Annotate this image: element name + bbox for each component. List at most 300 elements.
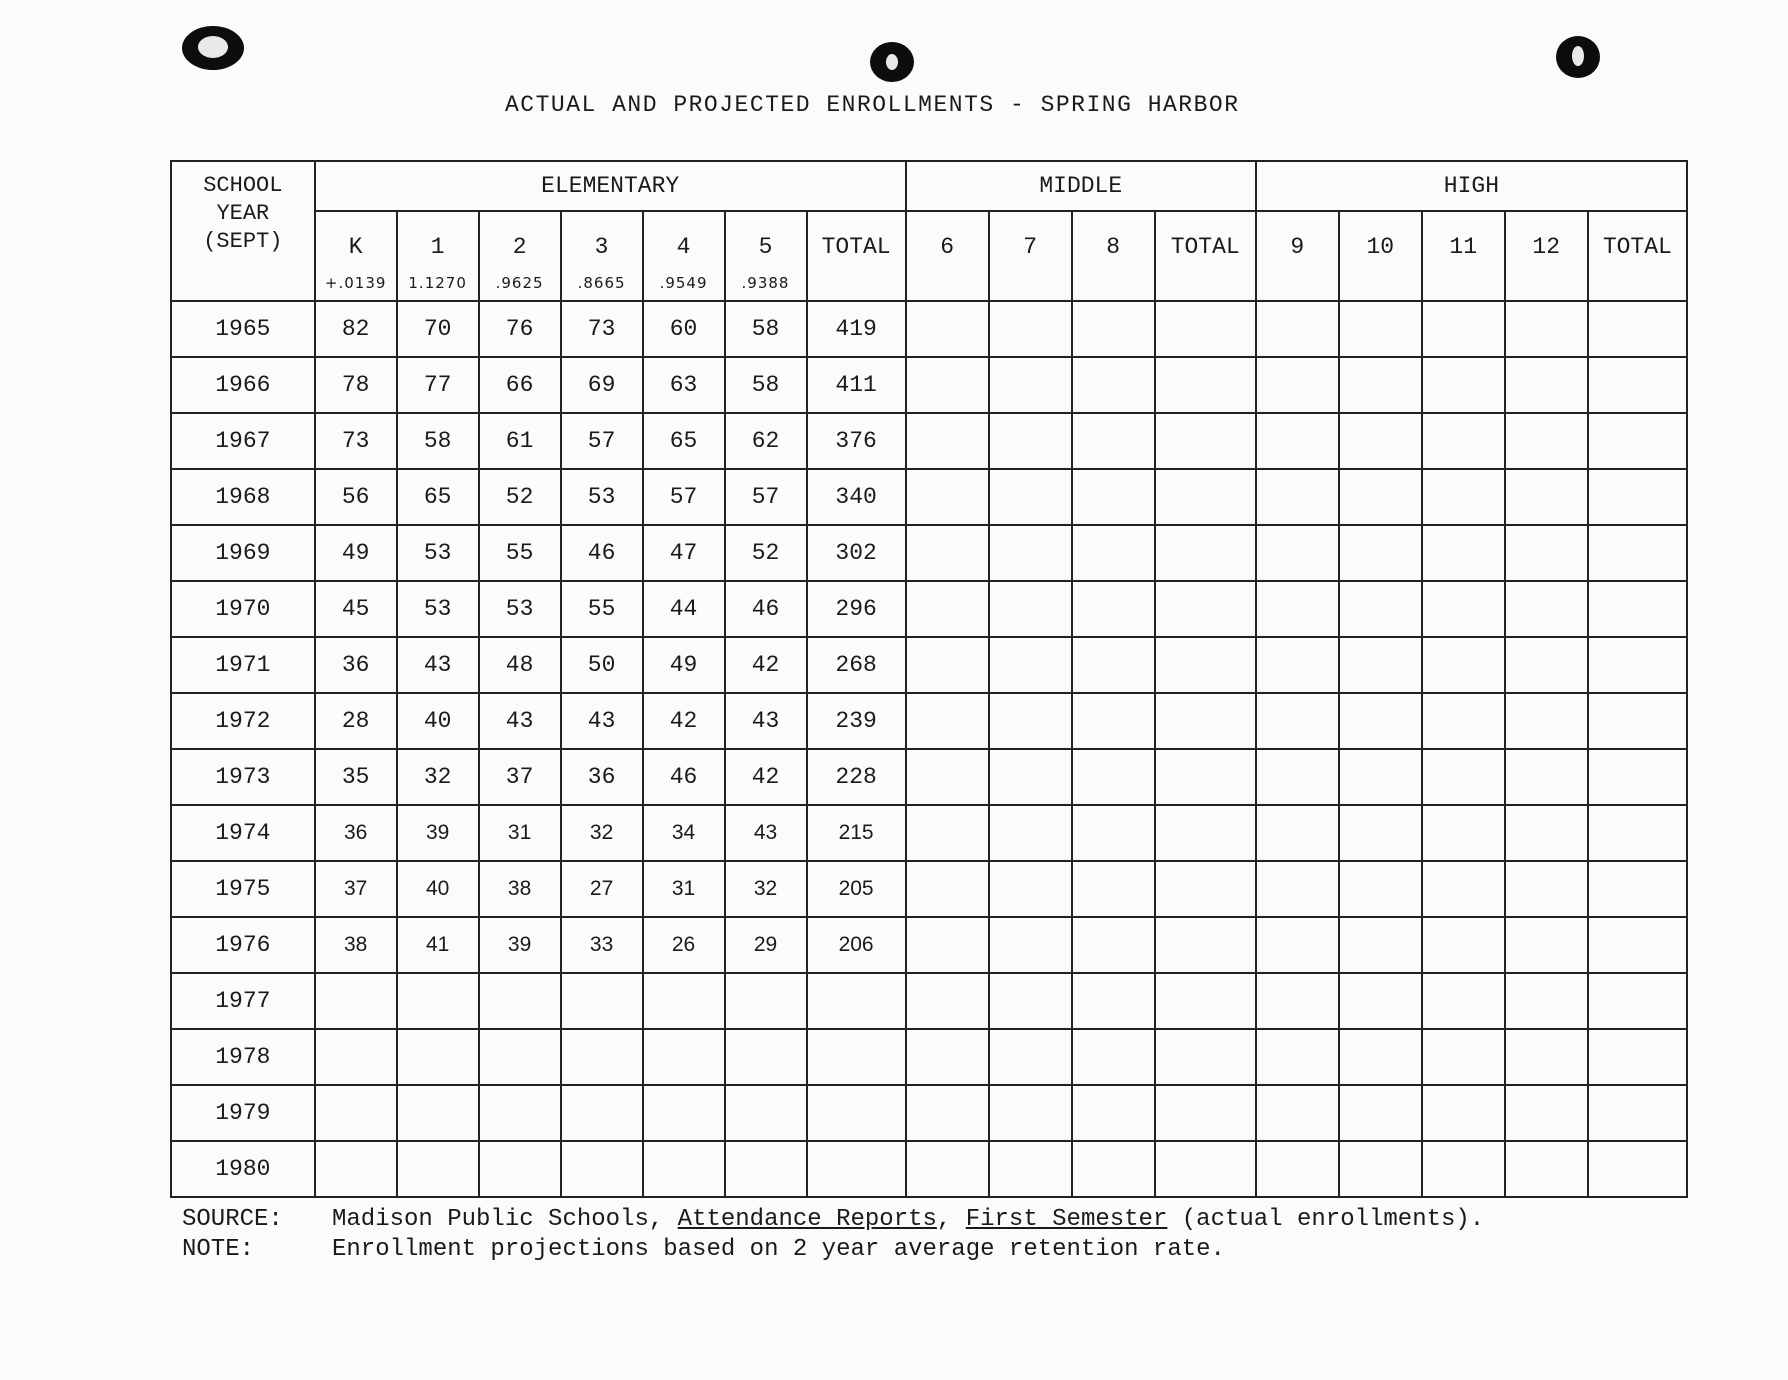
high-group-header: HIGH [1256, 161, 1687, 211]
punch-hole-center [870, 42, 914, 82]
school-year-cell: 1978 [171, 1029, 315, 1085]
high-grade-cell [1422, 973, 1505, 1029]
middle-grade-cell [1155, 1141, 1256, 1197]
elementary-grade-cell: 37 [479, 749, 561, 805]
school-year-cell: 1967 [171, 413, 315, 469]
elementary-grade-cell [561, 1141, 643, 1197]
table-row [171, 861, 1687, 917]
middle-col-header [1072, 211, 1155, 301]
elementary-grade-cell [397, 973, 479, 1029]
elementary-grade-cell: 28 [315, 693, 397, 749]
elementary-grade-cell: 53 [397, 525, 479, 581]
elementary-grade-cell: 36 [315, 805, 397, 861]
middle-grade-cell [1072, 581, 1155, 637]
elementary-grade-cell: 36 [561, 749, 643, 805]
high-grade-cell [1256, 637, 1339, 693]
retention-rate: +.0139 [324, 274, 387, 292]
elementary-total-cell: 302 [807, 525, 906, 581]
high-grade-cell [1256, 1141, 1339, 1197]
middle-grade-cell [906, 357, 989, 413]
school-year-cell: 1974 [171, 805, 315, 861]
high-grade-cell [1422, 413, 1505, 469]
elementary-grade-cell: 73 [315, 413, 397, 469]
elementary-col-header [315, 211, 397, 301]
elementary-grade-cell [561, 973, 643, 1029]
elementary-grade-cell: 57 [561, 413, 643, 469]
high-grade-cell [1505, 525, 1588, 581]
school-year-cell: 1971 [171, 637, 315, 693]
elementary-grade-cell: 49 [315, 525, 397, 581]
high-grade-cell [1339, 581, 1422, 637]
high-grade-cell [1588, 805, 1687, 861]
source-separator: , [936, 1206, 966, 1233]
school-year-cell: 1979 [171, 1085, 315, 1141]
grade-label: 11 [1449, 234, 1478, 260]
elementary-grade-cell [725, 1085, 807, 1141]
middle-col-header [989, 211, 1072, 301]
elementary-total-cell: 411 [807, 357, 906, 413]
elementary-grade-cell [397, 1029, 479, 1085]
elementary-grade-cell: 46 [643, 749, 725, 805]
grade-label: 9 [1290, 234, 1305, 260]
elementary-grade-cell: 55 [479, 525, 561, 581]
source-line [182, 1205, 1484, 1235]
table-row [171, 1029, 1687, 1085]
high-grade-cell [1339, 693, 1422, 749]
grade-label: 5 [758, 234, 773, 260]
high-grade-cell [1256, 581, 1339, 637]
high-grade-cell [1588, 693, 1687, 749]
middle-group-header: MIDDLE [906, 161, 1256, 211]
high-col-header [1256, 211, 1339, 301]
high-grade-cell [1588, 749, 1687, 805]
high-grade-cell [1256, 1085, 1339, 1141]
elementary-grade-cell [315, 1029, 397, 1085]
middle-grade-cell [1072, 413, 1155, 469]
high-grade-cell [1505, 917, 1588, 973]
middle-grade-cell [1072, 1085, 1155, 1141]
high-grade-cell [1422, 301, 1505, 357]
elementary-total-cell: 376 [807, 413, 906, 469]
middle-grade-cell [906, 861, 989, 917]
document-title: ACTUAL AND PROJECTED ENROLLMENTS - SPRING HARBOR [505, 92, 1240, 118]
middle-grade-cell [906, 581, 989, 637]
high-grade-cell [1339, 805, 1422, 861]
high-grade-cell [1256, 693, 1339, 749]
elementary-grade-cell: 40 [397, 693, 479, 749]
table-row [171, 469, 1687, 525]
high-grade-cell [1256, 973, 1339, 1029]
elementary-grade-cell: 63 [643, 357, 725, 413]
high-grade-cell [1505, 469, 1588, 525]
table-row [171, 1085, 1687, 1141]
elementary-total-cell: 419 [807, 301, 906, 357]
elementary-grade-cell [725, 1141, 807, 1197]
middle-grade-cell [989, 693, 1072, 749]
grade-label: 2 [512, 234, 527, 260]
high-grade-cell [1422, 1085, 1505, 1141]
middle-grade-cell [1155, 301, 1256, 357]
elementary-grade-cell: 58 [725, 301, 807, 357]
high-grade-cell [1422, 357, 1505, 413]
middle-grade-cell [989, 581, 1072, 637]
middle-grade-cell [989, 357, 1072, 413]
elementary-grade-cell: 43 [479, 693, 561, 749]
elementary-grade-cell: 46 [561, 525, 643, 581]
elementary-col-header [807, 211, 906, 301]
high-grade-cell [1422, 917, 1505, 973]
table-row [171, 1141, 1687, 1197]
high-grade-cell [1339, 973, 1422, 1029]
elementary-grade-cell [479, 1085, 561, 1141]
elementary-total-cell: 239 [807, 693, 906, 749]
elementary-grade-cell: 42 [725, 637, 807, 693]
middle-grade-cell [1155, 1085, 1256, 1141]
grade-label: 1 [430, 234, 445, 260]
elementary-grade-cell: 38 [315, 917, 397, 973]
high-grade-cell [1339, 525, 1422, 581]
high-grade-cell [1422, 693, 1505, 749]
source-text-end: (actual enrollments). [1167, 1206, 1485, 1233]
elementary-grade-cell: 43 [561, 693, 643, 749]
high-grade-cell [1422, 637, 1505, 693]
middle-grade-cell [989, 973, 1072, 1029]
elementary-total-cell [807, 1085, 906, 1141]
enrollment-table-container [170, 160, 1688, 1205]
elementary-grade-cell: 44 [643, 581, 725, 637]
middle-grade-cell [1072, 1029, 1155, 1085]
elementary-grade-cell: 37 [315, 861, 397, 917]
retention-rate: .9388 [741, 274, 790, 292]
high-grade-cell [1505, 861, 1588, 917]
high-grade-cell [1339, 1085, 1422, 1141]
grade-label: 10 [1366, 234, 1395, 260]
elementary-grade-cell [397, 1085, 479, 1141]
retention-rate: .9625 [495, 274, 544, 292]
elementary-grade-cell [561, 1085, 643, 1141]
elementary-total-cell [807, 973, 906, 1029]
middle-grade-cell [906, 1029, 989, 1085]
elementary-grade-cell: 27 [561, 861, 643, 917]
elementary-grade-cell: 39 [397, 805, 479, 861]
elementary-grade-cell: 56 [315, 469, 397, 525]
middle-grade-cell [1072, 693, 1155, 749]
middle-grade-cell [989, 1141, 1072, 1197]
elementary-col-header [561, 211, 643, 301]
high-grade-cell [1505, 693, 1588, 749]
elementary-col-header [643, 211, 725, 301]
elementary-grade-cell: 77 [397, 357, 479, 413]
grade-label: 4 [676, 234, 691, 260]
high-grade-cell [1256, 301, 1339, 357]
elementary-grade-cell: 34 [643, 805, 725, 861]
retention-rate: 1.1270 [408, 274, 467, 292]
high-grade-cell [1505, 805, 1588, 861]
high-grade-cell [1256, 469, 1339, 525]
high-grade-cell [1256, 357, 1339, 413]
high-grade-cell [1505, 581, 1588, 637]
middle-grade-cell [989, 1085, 1072, 1141]
high-grade-cell [1256, 525, 1339, 581]
elementary-grade-cell: 52 [725, 525, 807, 581]
school-year-cell: 1970 [171, 581, 315, 637]
elementary-grade-cell: 32 [397, 749, 479, 805]
high-grade-cell [1588, 1029, 1687, 1085]
elementary-grade-cell: 57 [725, 469, 807, 525]
note-text: Enrollment projections based on 2 year average retention rate. [332, 1236, 1225, 1263]
high-grade-cell [1505, 637, 1588, 693]
table-row [171, 581, 1687, 637]
middle-grade-cell [989, 301, 1072, 357]
elementary-grade-cell: 26 [643, 917, 725, 973]
middle-grade-cell [1155, 861, 1256, 917]
elementary-grade-cell [643, 1029, 725, 1085]
retention-rate: .9549 [659, 274, 708, 292]
elementary-grade-cell: 73 [561, 301, 643, 357]
middle-grade-cell [1072, 973, 1155, 1029]
middle-grade-cell [906, 749, 989, 805]
middle-grade-cell [1155, 357, 1256, 413]
school-year-cell: 1966 [171, 357, 315, 413]
middle-grade-cell [989, 861, 1072, 917]
high-grade-cell [1339, 917, 1422, 973]
elementary-grade-cell: 65 [397, 469, 479, 525]
high-grade-cell [1339, 861, 1422, 917]
elementary-grade-cell: 32 [561, 805, 643, 861]
middle-grade-cell [906, 917, 989, 973]
high-grade-cell [1588, 861, 1687, 917]
table-row [171, 525, 1687, 581]
elementary-grade-cell [479, 1141, 561, 1197]
middle-grade-cell [906, 469, 989, 525]
high-grade-cell [1422, 861, 1505, 917]
high-grade-cell [1588, 917, 1687, 973]
enrollment-table-body [171, 301, 1687, 1197]
middle-col-header [1155, 211, 1256, 301]
elementary-grade-cell: 36 [315, 637, 397, 693]
elementary-grade-cell [725, 973, 807, 1029]
elementary-grade-cell: 29 [725, 917, 807, 973]
elementary-grade-cell: 49 [643, 637, 725, 693]
high-grade-cell [1256, 861, 1339, 917]
school-year-cell: 1976 [171, 917, 315, 973]
source-first-semester: First Semester [965, 1206, 1168, 1233]
high-grade-cell [1588, 357, 1687, 413]
elementary-total-cell: 340 [807, 469, 906, 525]
elementary-grade-cell: 53 [479, 581, 561, 637]
middle-grade-cell [1155, 637, 1256, 693]
school-year-cell: 1968 [171, 469, 315, 525]
high-grade-cell [1505, 1085, 1588, 1141]
elementary-grade-cell [479, 1029, 561, 1085]
middle-grade-cell [1155, 469, 1256, 525]
elementary-total-cell: 205 [807, 861, 906, 917]
grade-header-row [171, 211, 1687, 301]
source-attendance-reports: Attendance Reports [677, 1206, 937, 1233]
high-grade-cell [1588, 525, 1687, 581]
grade-label: TOTAL [821, 234, 891, 260]
elementary-grade-cell: 53 [397, 581, 479, 637]
high-grade-cell [1505, 1029, 1588, 1085]
elementary-grade-cell: 42 [643, 693, 725, 749]
high-col-header [1422, 211, 1505, 301]
elementary-grade-cell [643, 973, 725, 1029]
middle-grade-cell [989, 637, 1072, 693]
elementary-grade-cell: 62 [725, 413, 807, 469]
high-grade-cell [1339, 637, 1422, 693]
elementary-grade-cell: 58 [725, 357, 807, 413]
elementary-total-cell [807, 1029, 906, 1085]
elementary-grade-cell [397, 1141, 479, 1197]
elementary-grade-cell: 43 [725, 693, 807, 749]
elementary-grade-cell: 31 [643, 861, 725, 917]
elementary-grade-cell [725, 1029, 807, 1085]
middle-grade-cell [989, 917, 1072, 973]
middle-grade-cell [989, 525, 1072, 581]
elementary-grade-cell: 52 [479, 469, 561, 525]
school-year-header-line3: (SEPT) [203, 229, 283, 254]
elementary-grade-cell: 57 [643, 469, 725, 525]
middle-grade-cell [1072, 301, 1155, 357]
elementary-total-cell [807, 1141, 906, 1197]
middle-grade-cell [1072, 749, 1155, 805]
grade-label: 3 [594, 234, 609, 260]
elementary-grade-cell: 39 [479, 917, 561, 973]
high-grade-cell [1339, 301, 1422, 357]
elementary-grade-cell: 42 [725, 749, 807, 805]
elementary-grade-cell: 31 [479, 805, 561, 861]
note-line [182, 1235, 1484, 1265]
school-year-cell: 1965 [171, 301, 315, 357]
middle-grade-cell [989, 749, 1072, 805]
high-grade-cell [1505, 357, 1588, 413]
grade-label: 7 [1023, 234, 1038, 260]
enrollment-table [170, 160, 1688, 1198]
middle-col-header [906, 211, 989, 301]
middle-grade-cell [1072, 637, 1155, 693]
elementary-grade-cell [315, 1085, 397, 1141]
elementary-total-cell: 215 [807, 805, 906, 861]
table-row [171, 749, 1687, 805]
high-grade-cell [1588, 973, 1687, 1029]
high-grade-cell [1588, 1085, 1687, 1141]
middle-grade-cell [1155, 805, 1256, 861]
elementary-grade-cell: 61 [479, 413, 561, 469]
table-row [171, 973, 1687, 1029]
school-year-header-line2: YEAR [216, 201, 270, 226]
elementary-group-header: ELEMENTARY [315, 161, 906, 211]
middle-grade-cell [1155, 693, 1256, 749]
elementary-total-cell: 268 [807, 637, 906, 693]
middle-grade-cell [1072, 357, 1155, 413]
middle-grade-cell [1072, 1141, 1155, 1197]
middle-grade-cell [1072, 917, 1155, 973]
elementary-grade-cell: 38 [479, 861, 561, 917]
elementary-grade-cell: 45 [315, 581, 397, 637]
middle-grade-cell [906, 525, 989, 581]
high-grade-cell [1339, 1141, 1422, 1197]
source-label: SOURCE: [182, 1206, 283, 1233]
high-grade-cell [1339, 357, 1422, 413]
elementary-col-header [479, 211, 561, 301]
middle-grade-cell [1155, 973, 1256, 1029]
middle-grade-cell [1072, 805, 1155, 861]
elementary-grade-cell: 41 [397, 917, 479, 973]
high-grade-cell [1422, 805, 1505, 861]
elementary-grade-cell: 76 [479, 301, 561, 357]
middle-grade-cell [989, 805, 1072, 861]
elementary-grade-cell: 43 [725, 805, 807, 861]
elementary-grade-cell: 65 [643, 413, 725, 469]
grade-label: TOTAL [1602, 234, 1672, 260]
school-year-cell: 1977 [171, 973, 315, 1029]
elementary-grade-cell [643, 1085, 725, 1141]
school-year-cell: 1973 [171, 749, 315, 805]
elementary-grade-cell: 32 [725, 861, 807, 917]
elementary-grade-cell: 53 [561, 469, 643, 525]
middle-grade-cell [1155, 1029, 1256, 1085]
note-label: NOTE: [182, 1236, 255, 1263]
high-grade-cell [1422, 1029, 1505, 1085]
high-grade-cell [1256, 1029, 1339, 1085]
grade-label: TOTAL [1170, 234, 1240, 260]
high-grade-cell [1588, 581, 1687, 637]
elementary-grade-cell: 33 [561, 917, 643, 973]
elementary-grade-cell: 58 [397, 413, 479, 469]
table-row [171, 805, 1687, 861]
school-year-cell: 1969 [171, 525, 315, 581]
middle-grade-cell [1155, 413, 1256, 469]
source-text-start: Madison Public Schools, [332, 1206, 678, 1233]
elementary-grade-cell: 60 [643, 301, 725, 357]
elementary-grade-cell: 78 [315, 357, 397, 413]
table-row [171, 693, 1687, 749]
high-grade-cell [1505, 973, 1588, 1029]
elementary-grade-cell: 47 [643, 525, 725, 581]
elementary-grade-cell: 55 [561, 581, 643, 637]
high-col-header [1505, 211, 1588, 301]
punch-hole-left [182, 26, 244, 70]
elementary-grade-cell: 35 [315, 749, 397, 805]
elementary-grade-cell [315, 1141, 397, 1197]
elementary-col-header [725, 211, 807, 301]
high-col-header [1588, 211, 1687, 301]
elementary-grade-cell: 70 [397, 301, 479, 357]
elementary-grade-cell: 48 [479, 637, 561, 693]
grade-label: 6 [940, 234, 955, 260]
grade-label: 12 [1532, 234, 1560, 260]
high-grade-cell [1256, 413, 1339, 469]
middle-grade-cell [906, 413, 989, 469]
high-grade-cell [1256, 749, 1339, 805]
high-grade-cell [1505, 749, 1588, 805]
school-year-cell: 1975 [171, 861, 315, 917]
table-row [171, 357, 1687, 413]
elementary-grade-cell [479, 973, 561, 1029]
high-grade-cell [1588, 1141, 1687, 1197]
elementary-grade-cell [561, 1029, 643, 1085]
high-grade-cell [1505, 413, 1588, 469]
table-row [171, 637, 1687, 693]
middle-grade-cell [906, 301, 989, 357]
high-grade-cell [1588, 637, 1687, 693]
footnotes [182, 1205, 1484, 1265]
middle-grade-cell [1155, 581, 1256, 637]
middle-grade-cell [989, 413, 1072, 469]
high-grade-cell [1339, 749, 1422, 805]
middle-grade-cell [906, 693, 989, 749]
elementary-grade-cell: 66 [479, 357, 561, 413]
